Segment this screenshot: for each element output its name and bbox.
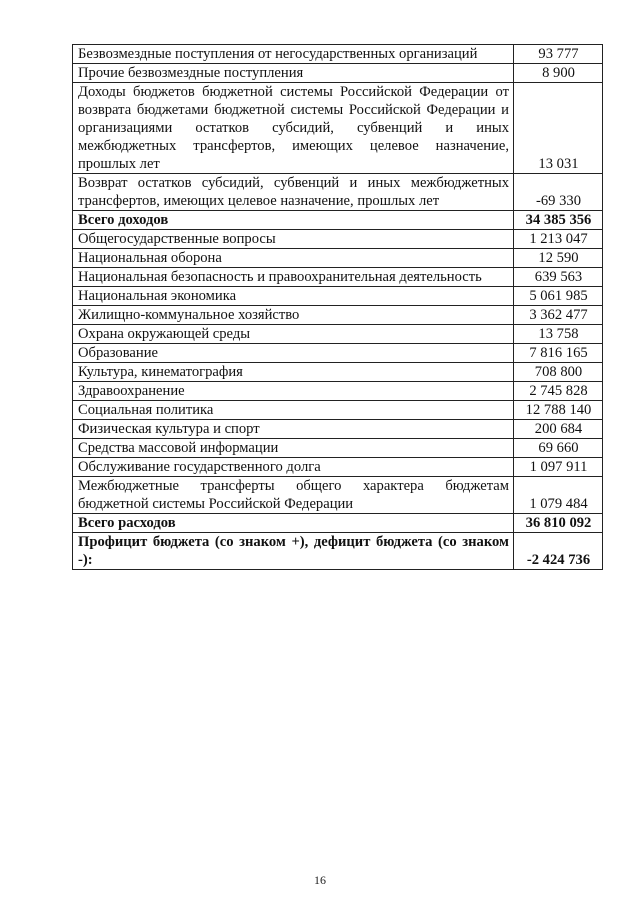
row-value: 69 660: [514, 439, 603, 458]
row-label: Возврат остатков субсидий, субвенций и иных межбюджетных трансфертов, имеющих целевое назначение, прошлых лет: [73, 174, 514, 211]
table-row: [73, 211, 603, 230]
row-label: Социальная политика: [73, 401, 514, 420]
budget-table-body: [73, 45, 603, 570]
table-row: [73, 514, 603, 533]
row-value: 93 777: [514, 45, 603, 64]
table-row: [73, 325, 603, 344]
row-value: 34 385 356: [514, 211, 603, 230]
row-label: Всего расходов: [73, 514, 514, 533]
row-label: Всего доходов: [73, 211, 514, 230]
table-row: [73, 401, 603, 420]
row-label: Культура, кинематография: [73, 363, 514, 382]
page-number: 16: [314, 873, 326, 887]
row-value: 1 213 047: [514, 230, 603, 249]
row-value: 5 061 985: [514, 287, 603, 306]
table-row: [73, 268, 603, 287]
table-row: [73, 230, 603, 249]
row-value: 13 758: [514, 325, 603, 344]
table-row: [73, 439, 603, 458]
row-value: 7 816 165: [514, 344, 603, 363]
row-value: 36 810 092: [514, 514, 603, 533]
row-label: Национальная безопасность и правоохранительная деятельность: [73, 268, 514, 287]
row-value: 13 031: [514, 83, 603, 174]
row-label: Общегосударственные вопросы: [73, 230, 514, 249]
row-label: Национальная экономика: [73, 287, 514, 306]
table-row: [73, 382, 603, 401]
table-row: [73, 83, 603, 174]
row-value: 2 745 828: [514, 382, 603, 401]
table-row: [73, 287, 603, 306]
row-label: Прочие безвозмездные поступления: [73, 64, 514, 83]
table-row: [73, 306, 603, 325]
table-row: [73, 64, 603, 83]
row-label: Здравоохранение: [73, 382, 514, 401]
row-label: Обслуживание государственного долга: [73, 458, 514, 477]
table-row: [73, 249, 603, 268]
row-value: -69 330: [514, 174, 603, 211]
row-value: 3 362 477: [514, 306, 603, 325]
row-value: 1 097 911: [514, 458, 603, 477]
row-value: 8 900: [514, 64, 603, 83]
row-value: 639 563: [514, 268, 603, 287]
row-label: Образование: [73, 344, 514, 363]
row-label: Национальная оборона: [73, 249, 514, 268]
table-row: [73, 533, 603, 570]
row-label: Межбюджетные трансферты общего характера бюджетам бюджетной системы Российской Федерации: [73, 477, 514, 514]
table-row: [73, 174, 603, 211]
row-value: 708 800: [514, 363, 603, 382]
table-row: [73, 477, 603, 514]
table-row: [73, 344, 603, 363]
row-label: Средства массовой информации: [73, 439, 514, 458]
table-row: [73, 420, 603, 439]
row-value: 12 590: [514, 249, 603, 268]
row-value: 1 079 484: [514, 477, 603, 514]
budget-table: [72, 44, 603, 570]
row-value: 200 684: [514, 420, 603, 439]
row-label: Физическая культура и спорт: [73, 420, 514, 439]
row-value: 12 788 140: [514, 401, 603, 420]
row-value: -2 424 736: [514, 533, 603, 570]
row-label: Безвозмездные поступления от негосударственных организаций: [73, 45, 514, 64]
row-label: Доходы бюджетов бюджетной системы Российской Федерации от возврата бюджетами бюджетной системы Российской Федерации и организациями остатков субсидий, субвенций и иных межбюджетных трансфертов, имеющих целевое назначение, прошлых лет: [73, 83, 514, 174]
row-label: Охрана окружающей среды: [73, 325, 514, 344]
table-row: [73, 458, 603, 477]
row-label: Профицит бюджета (со знаком +), дефицит бюджета (со знаком -):: [73, 533, 514, 570]
table-row: [73, 363, 603, 382]
row-label: Жилищно-коммунальное хозяйство: [73, 306, 514, 325]
table-row: [73, 45, 603, 64]
